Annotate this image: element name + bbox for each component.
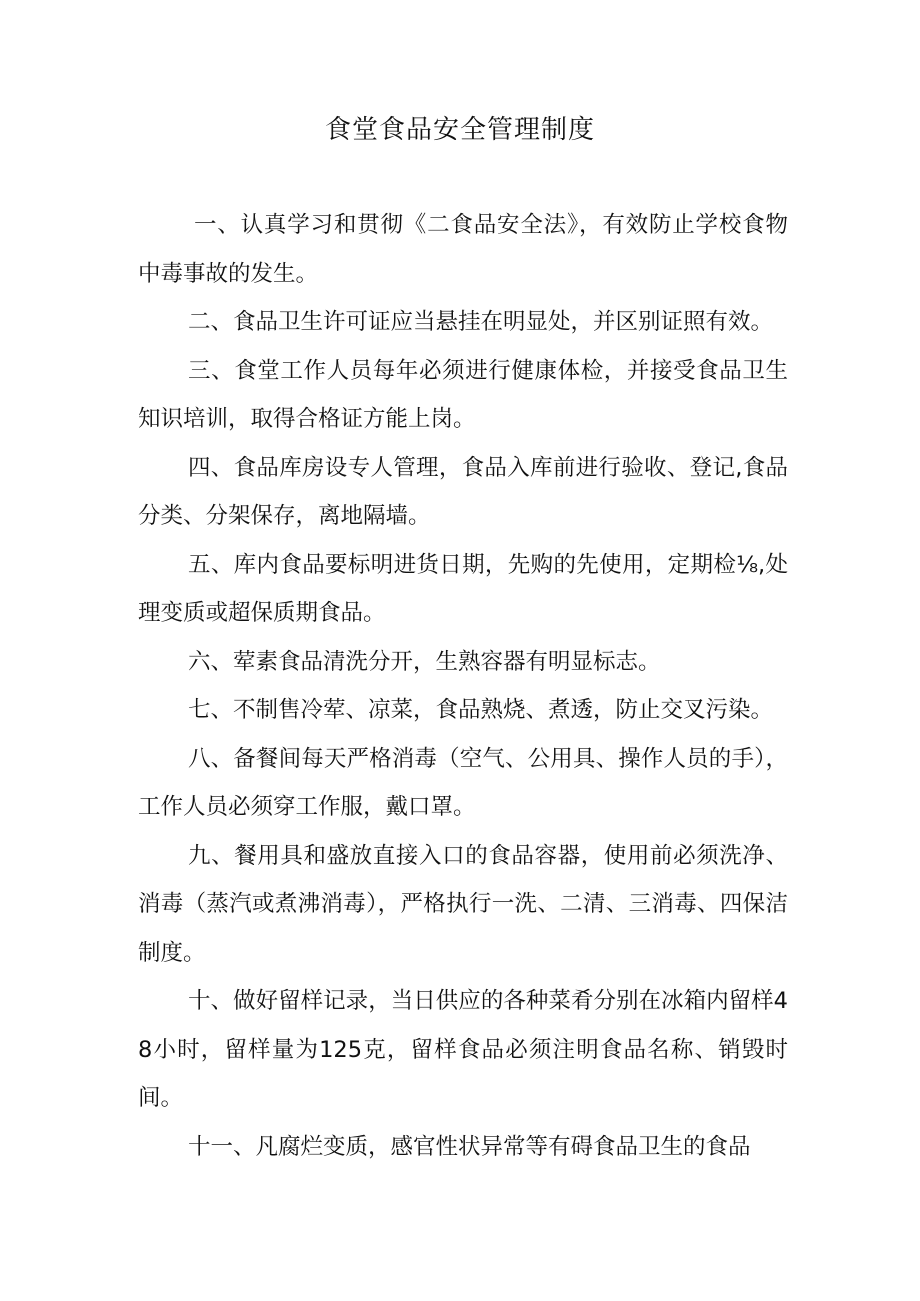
paragraph-2: 二、食品卫生许可证应当悬挂在明显处，并区别证照有效。 (188, 309, 774, 335)
document-title: 食堂食品安全管理制度 (324, 115, 595, 145)
document-body (138, 201, 788, 1171)
paragraph-4: 四、食品库房设专人管理，食品入库前进行验收、登记,食品分类、分架保存，离地隔墙。 (138, 454, 788, 529)
paragraph-9: 九、餐用具和盛放直接入口的食品容器，使用前必须洗净、消毒（蒸汽或煮沸消毒），严格执行一洗、二清、三消毒、四保洁制度。 (138, 842, 788, 966)
paragraph-6: 六、荤素食品清洗分开，生熟容器有明显标志。 (188, 648, 661, 675)
paragraph-3: 三、食堂工作人员每年必须进行健康体检，并接受食品卫生知识培训，取得合格证方能上岗。 (138, 357, 788, 432)
paragraph-7: 七、不制售冷荤、凉菜，食品熟烧、煮透，防止交叉污染。 (188, 697, 774, 723)
paragraph-1: 一、认真学习和贯彻《二食品安全法》，有效防止学校食物中毒事故的发生。 (138, 212, 788, 287)
paragraph-10: 十、做好留样记录，当日供应的各种菜肴分别在冰箱内留样48小时，留样量为125克，留样食品必须注明食品名称、销毁时间。 (138, 988, 788, 1111)
paragraph-8: 八、备餐间每天严格消毒（空气、公用具、操作人员的手），工作人员必须穿工作服，戴口罩。 (138, 745, 788, 820)
paragraph-5: 五、库内食品要标明进货日期，先购的先使用，定期检⅛,处理变质或超保质期食品。 (138, 551, 788, 626)
paragraph-11: 十一、凡腐烂变质，感官性状异常等有碍食品卫生的食品 (188, 1133, 751, 1160)
